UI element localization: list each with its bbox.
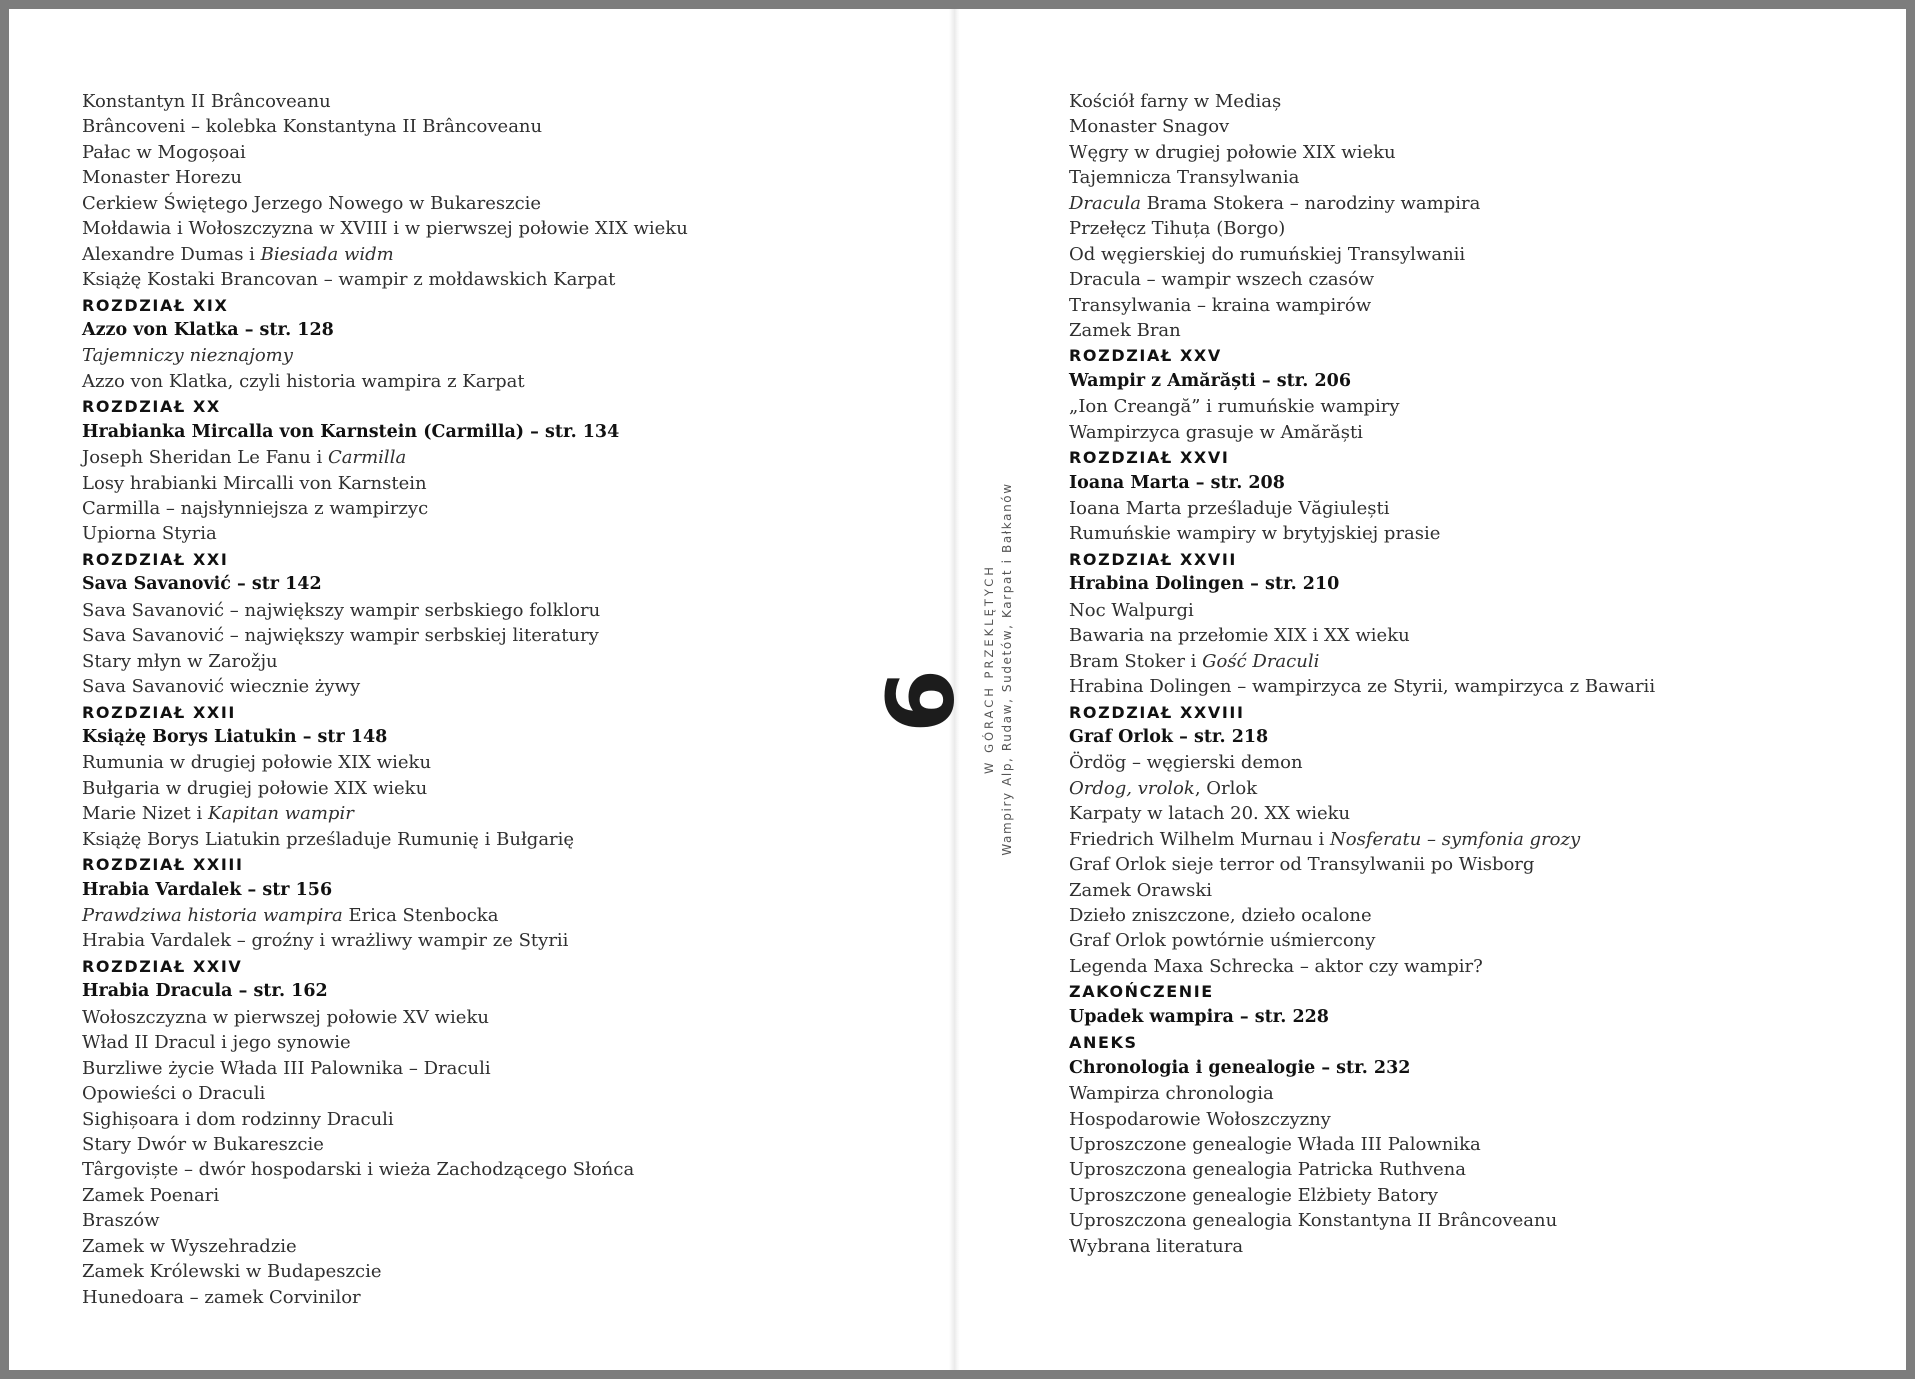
chapter-heading — [82, 293, 688, 318]
chapter-heading — [82, 547, 688, 572]
entry-text: Zamek w Wyszehradzie — [82, 1235, 297, 1257]
chapter-title — [1069, 1056, 1655, 1081]
entry-text: ROZDZIAŁ XXIII — [82, 855, 244, 875]
entry-text: Uproszczone genealogie Władа III Palownika — [1069, 1133, 1481, 1155]
entry-text: Cerkiew Świętego Jerzego Nowego w Bukareszcie — [82, 192, 542, 214]
entry-text: Wampirzyca grasuje w Amărăști — [1069, 421, 1363, 443]
entry-text: Sava Savanović – str 142 — [82, 574, 322, 595]
entry-text: Losy hrabianki Mircalli von Karnstein — [82, 472, 427, 494]
entry-text: Wybrana literatura — [1069, 1235, 1244, 1257]
chapter-heading — [1069, 343, 1655, 368]
italic-title: Carmilla — [328, 447, 407, 469]
toc-entry — [82, 191, 688, 216]
entry-text: Hospodarowie Wołoszczyzny — [1069, 1108, 1331, 1130]
toc-entry — [82, 903, 688, 928]
entry-text: Mołdawia i Wołoszczyzna w XVIII i w pierwszej połowie XIX wieku — [82, 218, 688, 240]
toc-entry — [82, 674, 688, 699]
chapter-title — [1069, 725, 1655, 750]
entry-text: Zamek Bran — [1069, 319, 1181, 341]
toc-entry — [1069, 827, 1655, 852]
chapter-heading — [82, 394, 688, 419]
toc-right-column — [1069, 89, 1655, 1259]
entry-text: Joseph Sheridan Le Fanu i — [82, 447, 328, 469]
toc-entry — [82, 1157, 688, 1182]
toc-entry — [82, 114, 688, 139]
entry-text: Wołoszczyzna w pierwszej połowie XV wieku — [82, 1006, 489, 1028]
entry-text: Dracula – wampir wszech czasów — [1069, 269, 1375, 291]
entry-text: Chronologia i genealogie – str. 232 — [1069, 1057, 1411, 1078]
toc-entry — [82, 1107, 688, 1132]
entry-text: Graf Orlok powtórnie uśmiercony — [1069, 930, 1376, 952]
toc-entry — [82, 827, 688, 852]
series-title: W GÓRACH PRZEKLĘTYCH — [982, 564, 996, 774]
entry-text: Monaster Snagov — [1069, 116, 1230, 138]
entry-text: Książę Borys Liatukin prześladuje Rumunię i Bułgarię — [82, 828, 575, 850]
entry-text: Hrabianka Mircalla von Karnstein (Carmilla) – str. 134 — [82, 421, 620, 442]
entry-text: ROZDZIAŁ XXII — [82, 702, 236, 722]
chapter-title — [82, 725, 688, 750]
entry-text: Tajemnicza Transylwania — [1069, 167, 1300, 189]
entry-text: Brama Stokera – narodziny wampira — [1140, 192, 1481, 214]
toc-entry — [82, 1285, 688, 1310]
entry-text: ROZDZIAŁ XIX — [82, 295, 229, 315]
toc-entry — [82, 750, 688, 775]
entry-text: Graf Orlok sieje terror od Transylwanii po Wisborg — [1069, 854, 1535, 876]
chapter-heading — [1069, 979, 1655, 1004]
entry-text: Friedrich Wilhelm Murnau i — [1069, 828, 1331, 850]
entry-text: Zamek Orawski — [1069, 879, 1212, 901]
entry-text: ZAKOŃCZENIE — [1069, 982, 1214, 1002]
toc-entry — [1069, 801, 1655, 826]
entry-text: , Orlok — [1194, 777, 1258, 799]
entry-text: Burzliwe życie Władа III Palownika – Draculi — [82, 1057, 491, 1079]
chapter-heading — [1069, 1030, 1655, 1055]
book-spread — [9, 9, 1906, 1370]
entry-text: Bułgaria w drugiej połowie XIX wieku — [82, 777, 428, 799]
entry-text: Wład II Dracul i jego synowie — [82, 1032, 351, 1054]
entry-text: Od węgierskiej do rumuńskiej Transylwanii — [1069, 243, 1466, 265]
toc-entry — [82, 165, 688, 190]
toc-entry — [1069, 1157, 1655, 1182]
entry-text: Sava Savanović – największy wampir serbskiej literatury — [82, 625, 599, 647]
entry-text: Hrabia Dracula – str. 162 — [82, 981, 328, 1002]
toc-entry — [1069, 293, 1655, 318]
chapter-title — [1069, 1005, 1655, 1030]
toc-entry — [82, 242, 688, 267]
entry-text: Uproszczona genealogia Konstantyna II Brâncoveanu — [1069, 1210, 1558, 1232]
toc-entry — [1069, 1081, 1655, 1106]
chapter-title — [1069, 471, 1655, 496]
entry-text: Monaster Horezu — [82, 167, 242, 189]
toc-entry — [1069, 852, 1655, 877]
toc-entry — [1069, 216, 1655, 241]
toc-entry — [82, 1234, 688, 1259]
toc-entry — [82, 369, 688, 394]
toc-entry — [82, 1081, 688, 1106]
entry-text: Graf Orlok – str. 218 — [1069, 726, 1269, 747]
toc-entry — [82, 801, 688, 826]
entry-text: Sighișoara i dom rodzinny Draculi — [82, 1108, 394, 1130]
entry-text: Karpaty w latach 20. XX wieku — [1069, 803, 1351, 825]
entry-text: Hrabina Dolingen – str. 210 — [1069, 574, 1340, 595]
entry-text: Ioana Marta – str. 208 — [1069, 472, 1285, 493]
entry-text: Bawaria na przełomie XIX i XX wieku — [1069, 625, 1410, 647]
book-subtitle: Wampiry Alp, Rudaw, Sudetów, Karpat i Bałkanów — [1000, 482, 1014, 856]
entry-text: Uproszczona genealogia Patricka Ruthvena — [1069, 1159, 1466, 1181]
entry-text: Ördög – węgierski demon — [1069, 752, 1303, 774]
toc-entry — [82, 496, 688, 521]
entry-text: Azzo von Klatka, czyli historia wampira z Karpat — [82, 370, 525, 392]
toc-entry — [1069, 191, 1655, 216]
entry-text: Erica Stenbocka — [342, 905, 499, 926]
entry-text: Rumunia w drugiej połowie XIX wieku — [82, 752, 432, 774]
toc-entry — [82, 1056, 688, 1081]
entry-text: Zamek Poenari — [82, 1184, 220, 1206]
entry-text: Węgry w drugiej połowie XIX wieku — [1069, 141, 1396, 163]
toc-entry — [1069, 878, 1655, 903]
toc-entry — [82, 267, 688, 292]
toc-entry — [82, 1183, 688, 1208]
toc-entry — [1069, 1107, 1655, 1132]
toc-entry — [82, 1132, 688, 1157]
toc-entry — [82, 521, 688, 546]
toc-entry — [1069, 242, 1655, 267]
toc-entry — [82, 343, 688, 368]
chapter-title — [82, 318, 688, 343]
entry-text: Książę Borys Liatukin – str 148 — [82, 726, 388, 747]
entry-text: Zamek Królewski w Budapeszcie — [82, 1261, 382, 1283]
toc-entry — [1069, 114, 1655, 139]
entry-text: Książę Kostaki Brancovan – wampir z mołdawskich Karpat — [82, 269, 616, 291]
entry-text: ANEKS — [1069, 1033, 1138, 1053]
entry-text: Stary Dwór w Bukareszcie — [82, 1133, 324, 1155]
toc-entry — [1069, 1183, 1655, 1208]
chapter-title — [1069, 369, 1655, 394]
entry-text: Przełęcz Tihuța (Borgo) — [1069, 218, 1286, 240]
toc-entry — [82, 1259, 688, 1284]
toc-entry — [1069, 1208, 1655, 1233]
entry-text: Sava Savanović – największy wampir serbskiego folkloru — [82, 599, 601, 621]
entry-text: Hrabina Dolingen – wampirzyca ze Styrii, wampirzyca z Bawarii — [1069, 676, 1656, 698]
entry-text: ROZDZIAŁ XXVI — [1069, 448, 1230, 468]
toc-entry — [82, 140, 688, 165]
toc-entry — [1069, 954, 1655, 979]
entry-text: Alexandre Dumas i — [82, 243, 261, 265]
toc-entry — [82, 928, 688, 953]
page-number-text: 6 — [867, 668, 975, 734]
entry-text: Rumuńskie wampiry w brytyjskiej prasie — [1069, 523, 1441, 545]
toc-entry — [1069, 1132, 1655, 1157]
chapter-title — [1069, 572, 1655, 597]
chapter-heading — [1069, 547, 1655, 572]
entry-text: Braszów — [82, 1210, 160, 1232]
entry-text: ROZDZIAŁ XXVII — [1069, 549, 1237, 569]
toc-entry — [82, 623, 688, 648]
toc-entry — [82, 89, 688, 114]
entry-text: Wampirza chronologia — [1069, 1083, 1274, 1105]
entry-text: Hrabia Vardalek – str 156 — [82, 879, 333, 900]
entry-text: Kościół farny w Mediaș — [1069, 91, 1282, 112]
toc-left-column — [82, 89, 688, 1310]
toc-entry — [1069, 903, 1655, 928]
entry-text: Târgoviște – dwór hospodarski i wieża Zachodzącego Słońca — [82, 1159, 635, 1181]
italic-title: Nosferatu – symfonia grozy — [1330, 828, 1581, 850]
entry-text: Azzo von Klatka – str. 128 — [82, 319, 334, 340]
toc-entry — [82, 216, 688, 241]
entry-text: Stary młyn w Zarožju — [82, 650, 278, 672]
entry-text: Sava Savanović wiecznie żywy — [82, 676, 361, 698]
italic-title: Dracula — [1069, 192, 1141, 214]
entry-text: Hunedoara – zamek Corvinilor — [82, 1286, 361, 1308]
entry-text: ROZDZIAŁ XXV — [1069, 346, 1222, 366]
chapter-heading — [1069, 700, 1655, 725]
entry-text: Noc Walpurgi — [1069, 599, 1194, 621]
entry-text: Upadek wampira – str. 228 — [1069, 1006, 1329, 1027]
entry-text: ROZDZIAŁ XXVIII — [1069, 702, 1245, 722]
toc-entry — [82, 1208, 688, 1233]
entry-text: Transylwania – kraina wampirów — [1069, 294, 1372, 316]
entry-text: ROZDZIAŁ XXI — [82, 549, 229, 569]
entry-text: ROZDZIAŁ XX — [82, 397, 221, 417]
toc-entry — [1069, 89, 1655, 114]
italic-title: Biesiada widm — [260, 243, 394, 265]
toc-entry — [1069, 521, 1655, 546]
toc-entry — [82, 471, 688, 496]
toc-entry — [1069, 623, 1655, 648]
entry-text: Wampir z Amărăști – str. 206 — [1069, 370, 1351, 391]
entry-text: Hrabia Vardalek – groźny i wrażliwy wampir ze Styrii — [82, 930, 569, 952]
toc-entry — [1069, 394, 1655, 419]
toc-entry — [1069, 165, 1655, 190]
entry-text: ROZDZIAŁ XXIV — [82, 956, 243, 976]
italic-title: Kapitan wampir — [207, 803, 354, 825]
toc-entry — [1069, 267, 1655, 292]
chapter-title — [82, 572, 688, 597]
chapter-heading — [82, 852, 688, 877]
toc-entry — [82, 445, 688, 470]
entry-text: Opowieści o Draculi — [82, 1083, 266, 1105]
entry-text: Pałac w Mogoșoai — [82, 141, 246, 163]
toc-entry — [1069, 598, 1655, 623]
toc-entry — [82, 649, 688, 674]
entry-text: Ioana Marta prześladuje Văgiulești — [1069, 498, 1390, 519]
chapter-heading — [1069, 445, 1655, 470]
entry-text: Marie Nizet i — [82, 803, 208, 825]
entry-text: Legenda Maxa Schrecka – aktor czy wampir? — [1069, 955, 1483, 977]
toc-entry — [1069, 420, 1655, 445]
entry-text: Dzieło zniszczone, dzieło ocalone — [1069, 905, 1372, 926]
entry-text: Upiorna Styria — [82, 523, 217, 545]
chapter-heading — [82, 954, 688, 979]
entry-text: Konstantyn II Brâncoveanu — [82, 91, 331, 112]
toc-entry — [1069, 928, 1655, 953]
chapter-title — [82, 979, 688, 1004]
toc-entry — [1069, 496, 1655, 521]
entry-text: „Ion Creangă” i rumuńskie wampiry — [1069, 396, 1400, 418]
toc-entry — [82, 1005, 688, 1030]
italic-title: Prawdziwa historia wampira — [82, 905, 343, 926]
toc-entry — [82, 776, 688, 801]
chapter-title — [82, 878, 688, 903]
toc-entry — [1069, 140, 1655, 165]
italic-title: Gość Draculi — [1202, 650, 1320, 672]
toc-entry — [1069, 1234, 1655, 1259]
toc-entry — [1069, 649, 1655, 674]
entry-text: Uproszczone genealogie Elżbiety Batory — [1069, 1184, 1438, 1206]
chapter-title — [82, 420, 688, 445]
chapter-heading — [82, 700, 688, 725]
toc-entry — [82, 598, 688, 623]
italic-title: Tajemniczy nieznajomy — [82, 345, 293, 367]
entry-text: Brâncoveni – kolebka Konstantyna II Brâncoveanu — [82, 116, 543, 138]
toc-entry — [1069, 674, 1655, 699]
toc-entry — [1069, 318, 1655, 343]
toc-entry — [1069, 776, 1655, 801]
toc-entry — [1069, 750, 1655, 775]
toc-entry — [82, 1030, 688, 1055]
entry-text: Carmilla – najsłynniejsza z wampirzyc — [82, 498, 429, 519]
entry-text: Bram Stoker i — [1069, 650, 1203, 672]
page-number — [867, 668, 975, 734]
italic-title: Ordog, vrolok — [1069, 777, 1195, 799]
